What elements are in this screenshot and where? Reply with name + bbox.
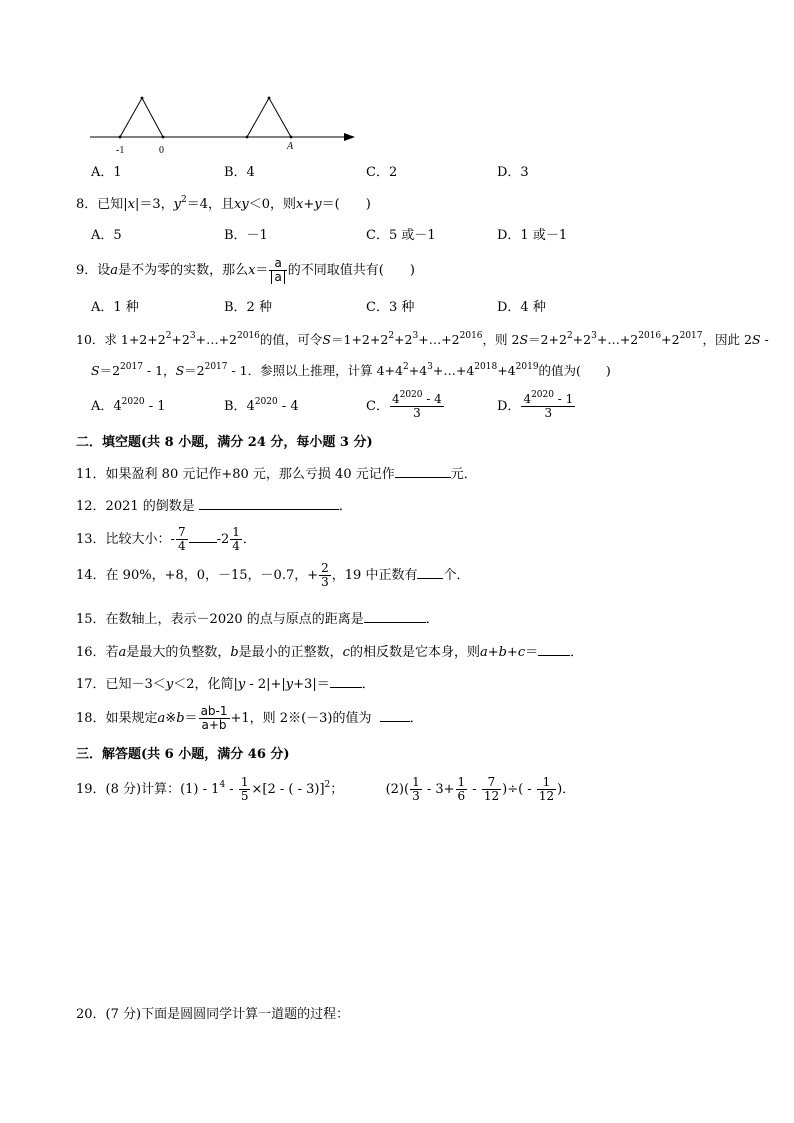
- axis-arrow-icon: [344, 133, 355, 141]
- question-17: 17．已知－3＜y＜2，化简|y - 2|+|y+3|＝ ．: [76, 677, 375, 692]
- q10-option-c: C． $\frac{4^{2020} - 4}{3}$: [366, 390, 442, 420]
- q7-option-a: A．1: [91, 165, 122, 180]
- q9-option-c: C．3 种: [366, 300, 415, 315]
- right-triangle: [247, 98, 291, 137]
- question-19: 19．(8 分)计算：$(1) - 1^4$ - $\frac{1}{5}$ ×[2 - ( - 3)]$^2$； (2)( $\frac{1}{3}$ - 3+ $\frac{1}{6}$ - $\frac{7}{12}$ )÷( - $\frac{1}{12}$ )．: [76, 775, 576, 803]
- question-13: 13．比较大小：- $\frac{7}{4}$ -2 $\frac{1}{4}$ ．: [76, 525, 256, 553]
- left-triangle: [120, 98, 163, 137]
- question-8: 8．已知|x|＝3，$y^2=4$，且xy＜0，则x+y＝( ): [76, 195, 371, 212]
- question-14: 14．在 90%，+8，0，－15，－0.7，+ $\frac{2}{3}$ ，19 中正数有 个．: [76, 561, 470, 589]
- question-10-line-1: 10．求 $1+2+2^2+2^3+\dots+2^{2016}$的值，可令$S=1+2+2^2+2^3+\dots+2^{2016}$，则 $2S=2+2^2+2^3+\dots+2^{2016}+2^{2017}$，因此 2S -: [76, 331, 769, 347]
- question-12: 12．2021 的倒数是 ．: [76, 499, 352, 514]
- q7-option-d: D．3: [497, 165, 529, 180]
- q10-option-d: D． $\frac{4^{2020} - 1}{3}$: [497, 390, 574, 420]
- q9-option-d: D．4 种: [497, 300, 546, 315]
- q8-option-a: A．5: [91, 228, 122, 243]
- q8-option-c: C．5 或－1: [366, 228, 436, 243]
- section-2-heading: 二．填空题(共 8 小题，满分 24 分，每小题 3 分): [76, 435, 373, 450]
- question-16: 16．若a是最大的负整数，b是最小的正整数，c的相反数是它本身，则a+b+c＝ ．: [76, 645, 584, 660]
- q8-option-d: D．1 或－1: [497, 228, 568, 243]
- question-18: 18．如果规定a※b＝ $\frac{ab-1}{a+b}$ +1，则 2※(－3)的值为 ．: [76, 704, 423, 732]
- q10-option-a: A．$4^{2020} - 1$: [91, 397, 166, 414]
- q9-option-b: B．2 种: [224, 300, 272, 315]
- number-line-figure: [85, 90, 365, 160]
- question-10-line-2: $S=2^{2017} - 1$，$S=2^{2017} - 1$．参照以上推理，计算 $4+4^2+4^3+\dots+4^{2018}+4^{2019}$的值为( ): [91, 362, 611, 378]
- q7-option-c: C．2: [366, 165, 398, 180]
- q9-option-a: A．1 种: [91, 300, 139, 315]
- tick-label-minus-one: -1: [116, 145, 125, 156]
- question-9: 9．设a是不为零的实数，那么x＝ $\frac{a}{a}$ 的不同取值共有( ): [76, 256, 415, 284]
- point-label-a: A: [287, 141, 294, 152]
- q10-option-b: B．$4^{2020} - 4$: [224, 397, 299, 414]
- q8-option-b: B．－1: [224, 228, 268, 243]
- question-11: 11．如果盈利 80 元记作+80 元，那么亏损 40 元记作 元．: [76, 467, 477, 482]
- tick-label-zero: 0: [159, 145, 164, 156]
- question-15: 15．在数轴上，表示－2020 的点与原点的距离是 ．: [76, 612, 439, 627]
- q7-option-b: B．4: [224, 165, 255, 180]
- section-3-heading: 三．解答题(共 6 小题，满分 46 分): [76, 747, 290, 762]
- question-20: 20．(7 分)下面是圆圆同学计算一道题的过程：: [76, 1007, 350, 1022]
